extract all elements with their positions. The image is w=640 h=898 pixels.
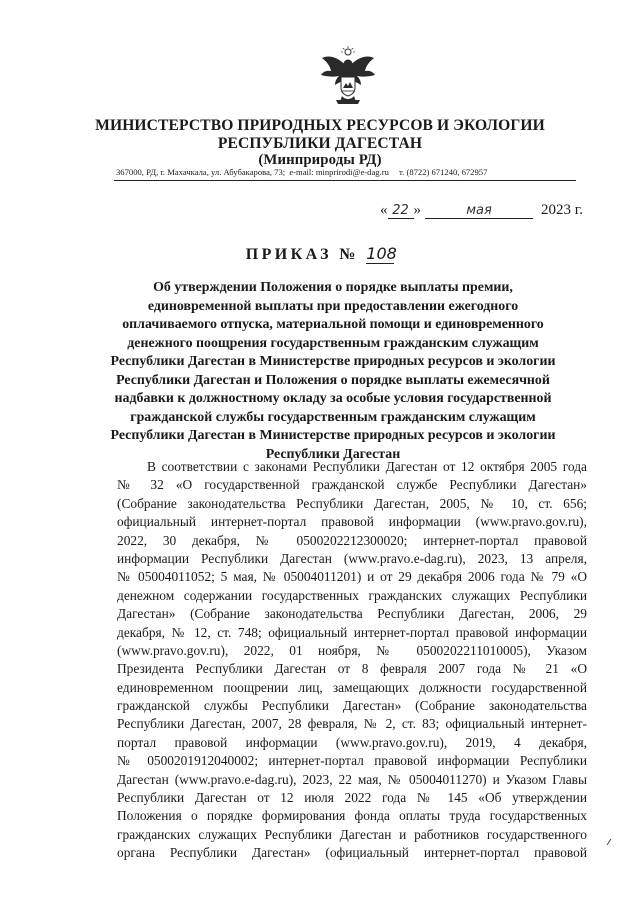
body-line: № 0500201912040002; интернет-портал правовой информации Республики [117, 753, 587, 769]
body-line: Республики Дагестан, 2007, 28 февраля, № 2, ст. 83; официальный интернет- [117, 716, 587, 732]
body-line: Положения о порядке формирования фонда оплаты труда государственных [117, 808, 587, 824]
ministry-name-line2: РЕСПУБЛИКИ ДАГЕСТАН [217, 135, 423, 152]
phone-text: т. (8722) 671240, 672957 [399, 167, 488, 177]
title-line: Республики Дагестан в Министерстве природных ресурсов и экологии [110, 354, 556, 369]
body-line: Дагестан» (Собрание законодательства Республики Дагестан, 2006, 29 [117, 606, 587, 622]
ministry-name-line1: МИНИСТЕРСТВО ПРИРОДНЫХ РЕСУРСОВ И ЭКОЛОГИИ [95, 117, 545, 134]
date-close-quote: » [413, 202, 421, 218]
body-line: Президента Республики Дагестан от 8 февраля 2007 года № 21 «О [117, 661, 587, 677]
body-line: гражданской службы Республики Дагестан» (Собрание законодательства [117, 698, 587, 714]
title-line: гражданской службы государственным гражданским служащим [130, 409, 536, 425]
document-date [380, 202, 610, 219]
body-line: информации Республики Дагестан (www.pravo.e-dag.ru), 2023, 13 апреля, [117, 550, 587, 566]
body-line: 2022, 30 декабря, № 0500202212300020; интернет-портал правовой [117, 532, 587, 548]
order-heading [0, 244, 640, 264]
order-number: 108 [366, 244, 397, 263]
body-line: В соответствии с законами Республики Дагестан от 12 октября 2005 года [147, 459, 587, 474]
title-line: денежного поощрения государственным гражданским служащим [127, 335, 539, 351]
body-line: Дагестан (www.pravo.e-dag.ru), 2023, 22 мая, № 05004011270) и Указом Главы [117, 771, 587, 787]
body-line: (Собрание законодательства Республики Дагестан, 2005, № 10, ст. 656; [117, 495, 587, 511]
title-line: Республики Дагестан [265, 446, 401, 462]
coat-of-arms-emblem [318, 44, 378, 106]
date-month: мая [425, 203, 533, 219]
scan-speck-mark [606, 838, 612, 846]
title-line: Республики Дагестан и Положения о порядке выплаты ежемесячной [116, 372, 550, 388]
body-line: декабря, № 12, ст. 748; официальный интернет-портал правовой информации [117, 624, 587, 640]
order-title [108, 279, 558, 464]
body-line: Республики Дагестан от 12 июля 2022 года № 145 «Об утверждении [117, 790, 587, 806]
title-line: Республики Дагестан в Министерстве природных ресурсов и экологии [110, 428, 556, 443]
title-line: Об утверждении Положения о порядке выплаты премии, [153, 280, 513, 295]
contact-line [116, 167, 576, 177]
title-line: оплачиваемого отпуска, материальной помощи и единовременного [122, 317, 544, 332]
body-line: № 05004011052; 5 мая, № 05004011201) и от 29 декабря 2006 года № 79 «О [117, 569, 587, 585]
ministry-short-name: (Минприроды РД) [258, 152, 382, 168]
date-day: 22 [388, 203, 414, 219]
body-line: (www.pravo.gov.ru), 2022, 01 ноября, № 0500202211010005), Указом [117, 642, 587, 658]
body-line: единовременном поощрении лиц, замещающих должности государственной [117, 679, 587, 695]
email-text: e-mail: minprirodi@e-dag.ru [289, 167, 389, 177]
body-line: денежном содержании государственных гражданских служащих Республики [117, 587, 587, 603]
title-line: единовременной выплаты при предоставлении ежегодного [147, 298, 519, 314]
body-line: органа Республики Дагестан» (официальный интернет-портал правовой [117, 845, 587, 861]
order-body [117, 458, 587, 863]
title-line: надбавки к должностному окладу за особые условия государственной [114, 391, 552, 406]
date-year: 2023 г. [541, 202, 583, 218]
body-line: портал правовой информации (www.pravo.gov.ru), 2019, 4 декабря, [117, 734, 587, 750]
body-line: гражданских служащих Республики Дагестан и работников государственного [117, 826, 587, 842]
body-line: № 32 «О государственной гражданской службе Республики Дагестан» [117, 477, 587, 493]
date-open-quote: « [380, 202, 388, 218]
order-label: ПРИКАЗ № [245, 246, 359, 263]
address-text: 367000, РД, г. Махачкала, ул. Абубакарова, 73; [116, 167, 286, 177]
header-divider [114, 180, 576, 181]
body-line: официальный интернет-портал правовой информации (www.pravo.gov.ru), [117, 514, 587, 530]
